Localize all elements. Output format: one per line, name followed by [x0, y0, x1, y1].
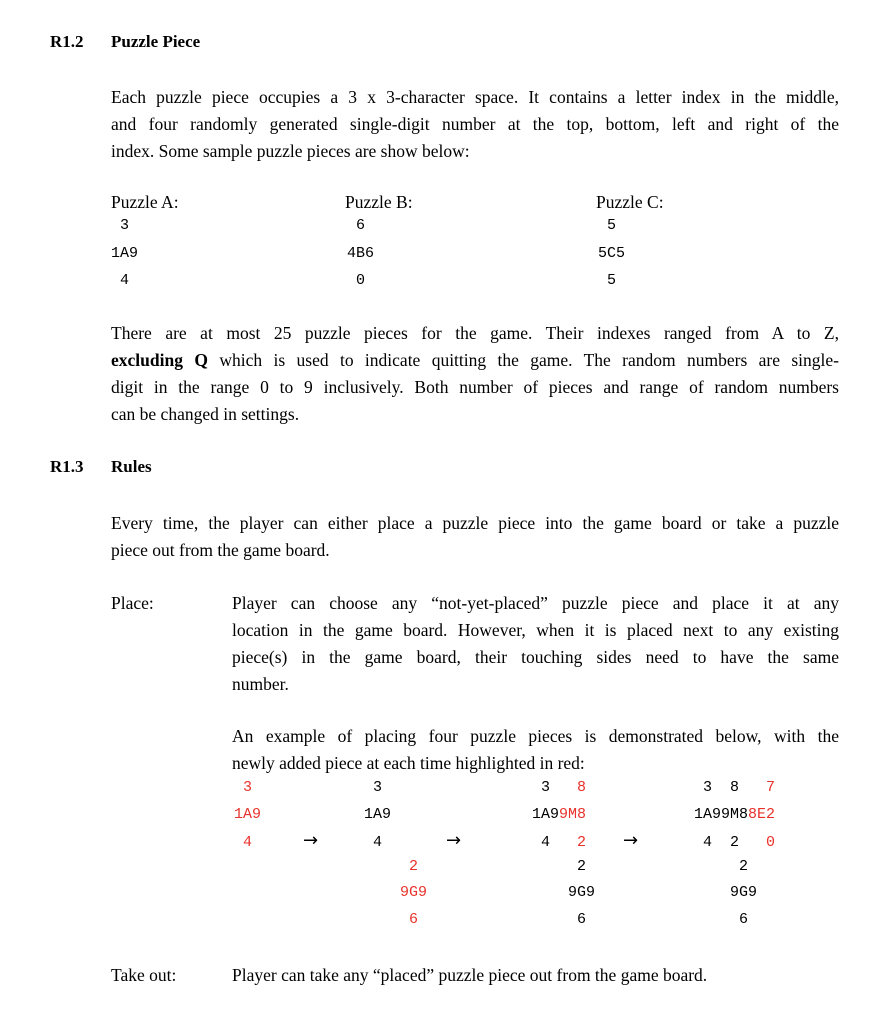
bold-excluding-q: excluding Q [111, 350, 208, 370]
step3-bot-new: 2 [577, 834, 587, 851]
place-line: piece(s) in the game board, their touching sides need to have the same [232, 647, 839, 667]
step2-new-top: 2 [409, 858, 419, 875]
puzzle-c-middle: 5C5 [598, 245, 626, 262]
para-line: can be changed in settings. [111, 404, 300, 424]
step4-lower-bottom: 6 [739, 911, 749, 928]
puzzle-b-bottom: 0 [356, 272, 366, 289]
place-label: Place: [111, 593, 154, 613]
example-line: newly added piece at each time highlighted in red: [232, 753, 585, 773]
step2-top: 3 [373, 779, 383, 796]
step3-lower-bottom: 6 [577, 911, 587, 928]
place-description [232, 590, 839, 698]
step2-middle: 1A9 [364, 806, 392, 823]
step3-bottom [541, 834, 586, 851]
section-title-puzzle-piece: Puzzle Piece [111, 32, 201, 51]
intro-line: and four randomly generated single-digit number at the top, bottom, left and right of the [111, 114, 839, 134]
step3-top-existing: 3 [541, 779, 551, 796]
arrow-right-icon: → [446, 830, 462, 851]
step3-middle [532, 806, 586, 823]
step4-lower-top: 2 [739, 858, 749, 875]
arrow-right-icon: → [303, 830, 319, 851]
step2-bottom: 4 [373, 834, 383, 851]
puzzle-b-top: 6 [356, 217, 366, 234]
arrow-right-icon: → [623, 830, 639, 851]
para-line: There are at most 25 puzzle pieces for the game. Their indexes ranged from A to Z, [111, 323, 839, 343]
para-line-rest: which is used to indicate quitting the game. The random numbers are single- [207, 350, 839, 370]
puzzle-b-label: Puzzle B: [345, 192, 413, 212]
example-intro [232, 723, 839, 777]
puzzle-c-bottom: 5 [607, 272, 617, 289]
puzzle-c-label: Puzzle C: [596, 192, 664, 212]
puzzle-a-bottom: 4 [120, 272, 130, 289]
puzzle-a-middle: 1A9 [111, 245, 139, 262]
rules-intro [111, 510, 839, 564]
puzzle-b-middle: 4B6 [347, 245, 375, 262]
take-out-label: Take out: [111, 965, 177, 985]
step3-mid-new: 9M8 [559, 806, 587, 823]
step3-lower-top: 2 [577, 858, 587, 875]
puzzle-rules-paragraph [111, 320, 839, 428]
step4-middle [694, 806, 775, 823]
example-line: An example of placing four puzzle pieces is demonstrated below, with the [232, 726, 839, 746]
place-line: number. [232, 674, 289, 694]
step4-top [703, 779, 775, 796]
step3-mid-existing: 1A9 [532, 806, 560, 823]
step4-bottom [703, 834, 775, 851]
step2-new-middle: 9G9 [400, 884, 428, 901]
step3-top-new: 8 [577, 779, 587, 796]
section-title-rules: Rules [111, 457, 152, 476]
step3-top [541, 779, 586, 796]
place-line: Player can choose any “not-yet-placed” puzzle piece and place it at any [232, 593, 839, 613]
intro-line: Each puzzle piece occupies a 3 x 3-character space. It contains a letter index in the middle, [111, 87, 839, 107]
step1-top: 3 [243, 779, 253, 796]
para-line [111, 347, 839, 374]
puzzle-piece-intro [111, 84, 839, 165]
puzzle-a-top: 3 [120, 217, 130, 234]
step4-top-existing: 3 8 [703, 779, 740, 796]
intro-line: Every time, the player can either place a puzzle piece into the game board or take a puzzle [111, 513, 839, 533]
step2-new-bottom: 6 [409, 911, 419, 928]
step4-lower-middle: 9G9 [730, 884, 758, 901]
step4-bot-existing: 4 2 [703, 834, 740, 851]
step4-bot-new: 0 [766, 834, 776, 851]
step4-top-new: 7 [766, 779, 776, 796]
section-number-r12: R1.2 [50, 32, 84, 51]
intro-line: index. Some sample puzzle pieces are show below: [111, 141, 470, 161]
step3-bot-existing: 4 [541, 834, 551, 851]
step4-mid-new: 8E2 [748, 806, 776, 823]
section-number-r13: R1.3 [50, 457, 84, 476]
step4-mid-existing: 1A99M8 [694, 806, 749, 823]
step1-bottom: 4 [243, 834, 253, 851]
puzzle-c-top: 5 [607, 217, 617, 234]
step1-middle: 1A9 [234, 806, 262, 823]
place-line: location in the game board. However, when it is placed next to any existing [232, 620, 839, 640]
intro-line: piece out from the game board. [111, 540, 330, 560]
puzzle-a-label: Puzzle A: [111, 192, 179, 212]
take-out-description: Player can take any “placed” puzzle piece out from the game board. [232, 965, 708, 985]
para-line: digit in the range 0 to 9 inclusively. Both number of pieces and range of random numbers [111, 377, 839, 397]
step3-lower-middle: 9G9 [568, 884, 596, 901]
